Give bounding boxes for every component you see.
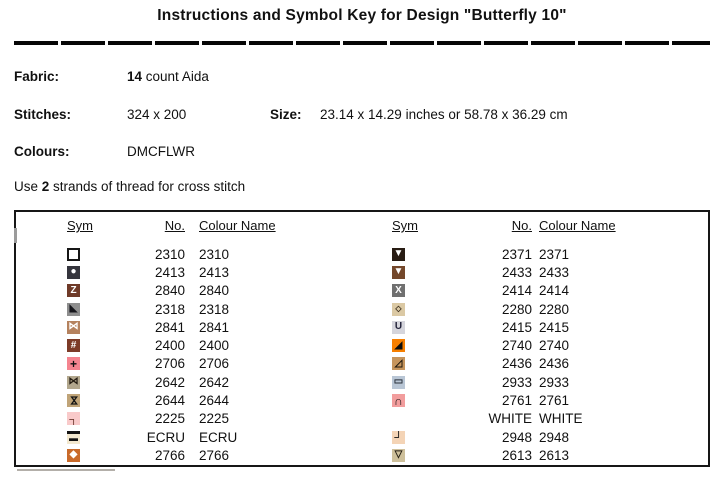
colour-name: 2433 [539,264,570,280]
key-row [16,318,364,336]
key-table-header [16,218,364,233]
colour-number: 2225 [154,411,185,427]
colours-label: Colours: [14,144,70,159]
page-title: Instructions and Symbol Key for Design "Butterfly 10" [157,7,567,24]
diamond-outline-symbol-icon: ◇ [392,303,405,316]
colour-number: 2841 [154,319,185,335]
size-label: Size: [270,107,302,122]
key-row [364,300,712,318]
colour-number: 2766 [154,447,185,463]
header-name: Colour Name [199,218,276,233]
header-sym: Sym [392,218,418,233]
colour-name: 2414 [539,283,570,299]
key-row [364,245,712,263]
key-table-header [364,218,712,233]
header-sym: Sym [67,218,93,233]
strands-count: 2 [41,179,50,194]
colour-name: 2644 [199,393,230,409]
colour-name: WHITE [539,411,583,427]
rectangle-outline-symbol-icon: ▭ [393,376,404,388]
colour-name: 2613 [539,447,570,463]
half-block-symbol-icon: ▬ [69,432,78,443]
colour-number: 2280 [501,301,532,317]
strands-note [14,179,245,194]
colour-number: 2310 [154,246,185,262]
lower-left-triangle-symbol-icon: ◣ [67,303,80,316]
colour-name: 2318 [199,301,230,317]
key-row [16,355,364,373]
key-row [16,300,364,318]
colour-name: 2400 [199,338,230,354]
key-row [16,410,364,428]
colour-name: 2740 [539,338,570,354]
hourglass-symbol-icon: ⋈ [68,395,80,406]
key-table-right-half [364,212,712,465]
x-symbol-icon: X [392,284,405,297]
colour-name: 2948 [539,429,570,445]
key-row [16,428,364,446]
colour-number: 2706 [154,356,185,372]
colour-name: 2766 [199,447,230,463]
colour-number: 2740 [501,338,532,354]
fabric-value [127,69,209,84]
key-row [16,446,364,464]
colour-name: 2413 [199,264,230,280]
colour-number: WHITE [488,411,532,427]
header-no: No. [164,218,185,233]
colour-number: 2371 [501,246,532,262]
colour-name: 2415 [539,319,570,335]
colour-name: 2840 [199,283,230,299]
colour-name: 2761 [539,393,570,409]
sharp-symbol-icon: # [67,339,80,352]
key-row [364,410,712,428]
key-row [364,428,712,446]
key-row [364,446,712,464]
fabric-count: 14 [127,69,143,84]
colour-number: 2433 [501,264,532,280]
bowtie-symbol-icon: ⋈ [68,321,79,333]
key-rows-left [16,245,364,465]
size-value: 23.14 x 14.29 inches or 58.78 x 36.29 cm [320,107,568,122]
fabric-rest: count Aida [142,69,209,84]
colour-number: 2413 [154,264,185,280]
key-row [364,355,712,373]
down-triangle-symbol-icon: ▼ [393,266,404,278]
colour-name: 2280 [539,301,570,317]
key-rows-right [364,245,712,465]
strands-suffix: strands of thread for cross stitch [49,179,246,194]
symbol-key-table [14,210,710,467]
key-row [364,263,712,281]
key-row [364,391,712,409]
colour-number: 2318 [154,301,185,317]
key-row [364,336,712,354]
down-triangle-outline-symbol-icon: ▽ [392,449,405,462]
stitches-label: Stitches: [14,107,72,122]
cap-symbol-icon: ∩ [392,394,405,407]
colour-name: 2310 [199,246,230,262]
colour-number: 2414 [501,283,532,299]
colour-name: 2371 [539,246,570,262]
key-row [16,336,364,354]
stitches-value: 324 x 200 [127,107,187,122]
colour-number: 2613 [501,447,532,463]
colour-name: 2841 [199,319,230,335]
white-square-symbol-icon [67,248,80,261]
colour-number: ECRU [146,429,185,445]
plus-symbol-icon: + [67,357,80,370]
fabric-label: Fabric: [14,69,60,84]
triangle-outline-symbol-icon: ◿ [392,357,405,370]
colour-name: 2706 [199,356,230,372]
key-table-left-half [16,212,364,465]
title-divider-line [14,41,710,45]
key-row [16,282,364,300]
colour-number: 2840 [154,283,185,299]
key-row [364,318,712,336]
colour-name: 2225 [199,411,230,427]
key-row [364,373,712,391]
letter-z-symbol-icon: Z [67,284,80,297]
key-row [16,391,364,409]
key-row [16,373,364,391]
colour-number: 2436 [501,356,532,372]
strands-prefix: Use [14,179,42,194]
colour-number: 2415 [501,319,532,335]
bowtie-symbol-icon: ⋈ [68,376,79,388]
corner-top-right-symbol-icon: ┐ [67,412,80,425]
letter-u-symbol-icon: U [392,321,405,334]
diamond-symbol-icon: ◆ [67,449,80,462]
down-triangle-symbol-icon: ▼ [393,248,404,260]
colour-number: 2400 [154,338,185,354]
key-row [16,263,364,281]
colour-name: 2933 [539,374,570,390]
lower-right-triangle-symbol-icon: ◢ [392,339,405,352]
colour-name: ECRU [199,429,238,445]
white-invisible-symbol-icon [392,412,405,425]
key-row [16,245,364,263]
key-row [364,282,712,300]
colour-name: 2642 [199,374,230,390]
colour-number: 2761 [501,393,532,409]
circle-symbol-icon: ● [67,266,80,279]
bottom-left-gray-line [17,469,115,471]
colour-number: 2933 [501,374,532,390]
colour-number: 2642 [154,374,185,390]
corner-bottom-right-symbol-icon: ┘ [392,431,405,444]
header-no: No. [511,218,532,233]
colour-number: 2948 [501,429,532,445]
colour-number: 2644 [154,393,185,409]
colours-value: DMCFLWR [127,144,195,159]
colour-name: 2436 [539,356,570,372]
header-name: Colour Name [539,218,616,233]
